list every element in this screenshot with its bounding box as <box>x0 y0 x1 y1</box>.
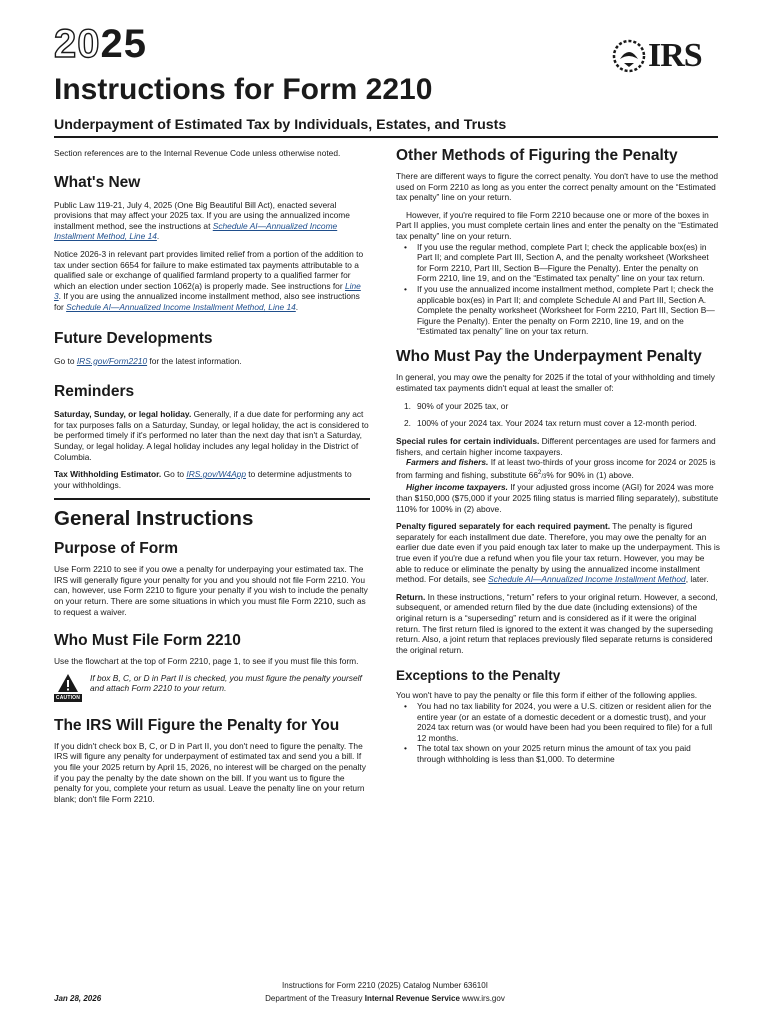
reminder-withholding-pre: Go to <box>161 469 187 480</box>
irs-form2210-link[interactable]: IRS.gov/Form2210 <box>76 355 148 366</box>
catalog-line: Instructions for Form 2210 (2025) Catalog Number 63610I <box>282 981 488 990</box>
irs-figure-heading: The IRS Will Figure the Penalty for You <box>54 716 340 734</box>
other-methods-heading: Other Methods of Figuring the Penalty <box>396 147 678 164</box>
purpose-text: Use Form 2210 to see if you owe a penalty for underpaying your estimated tax. The IRS will generally figure your penalty for you and you should not file Form 2210. You can, however, use Form 2210 to figure your penalty if you wish to include the penalty on your return. There are some situations in which you must file Form 2210, such as to request a waiver. <box>54 564 368 617</box>
schedule-ai-link[interactable]: Schedule AI—Annualized Income Installment Method, Line 14 <box>54 220 338 242</box>
schedule-ai-method-link[interactable]: Schedule AI—Annualized Income Installment Method <box>488 574 686 585</box>
penalty-separately-text: The penalty is figured separately for each installment due date. Therefore, you may owe the penalty for an earlier due date even if you paid enough tax later to make up the underpayment. This is true even if you're due a refund when you file your tax return. However, you may be able to reduce or eliminate the penalty by using the annualized income installment method. For details, see <box>396 521 720 585</box>
exceptions-heading: Exceptions to the Penalty <box>396 668 561 684</box>
special-rules <box>396 436 720 457</box>
w4app-link[interactable]: IRS.gov/W4App <box>186 469 246 480</box>
special-rules-text: Different percentages are used for farmers and fishers, and certain higher income taxpayers. <box>396 436 716 457</box>
farmers-pre: If at least two-thirds of your gross income for 2024 or 2025 is from farming and fishing, substitute 66 <box>396 457 716 480</box>
item-text: 100% of your 2024 tax. Your 2024 tax return must cover a 12-month period. <box>417 417 697 428</box>
whats-new-p2 <box>54 249 370 313</box>
item-number: 1. <box>404 401 411 412</box>
who-file-heading: Who Must File Form 2210 <box>54 632 241 650</box>
whats-new-p2-text: Notice 2026-3 in relevant part provides limited relief from a portion of the addition to tax under section 6654 for failure to make estimated tax payments attributable to a qualified sale or exchange of qualified farmland property to a qualified farmer for which an election under section 1062(a) is properly made. See instructions for <box>54 248 364 291</box>
whats-new-p1-end: . <box>156 231 160 242</box>
farmers-fishers <box>396 457 720 482</box>
website: www.irs.gov <box>459 994 505 1003</box>
whats-new-p2-end: . <box>295 301 299 312</box>
reminder-withholding <box>54 469 370 490</box>
page-title: Instructions for Form 2210 <box>54 73 433 106</box>
schedule-ai-link-2[interactable]: Schedule AI—Annualized Income Installment Method, Line 14 <box>66 301 296 312</box>
list-item: • If you use the regular method, complete Part I; check the applicable box(es) in Part II; and complete Part III, Section A, and the penalty worksheet (Worksheet for Form 2210, Part III, Section B—Figure the Penalty). Enter the penalty on Form 2210, line 19, and on the “Estimated tax penalty” line on your tax return. <box>396 242 720 284</box>
other-methods-list <box>396 242 720 337</box>
who-file-text: Use the flowchart at the top of Form 2210, page 1, to see if you must file this form. <box>54 656 359 667</box>
future-pre: Go to <box>54 355 77 366</box>
penalty-separately-title: Penalty figured separately for each required payment. <box>396 521 611 532</box>
other-methods-p2: However, if you're required to file Form 2210 because one or more of the boxes in Part II applies, you must complete certain lines and enter the penalty on the “Estimated tax penalty” line on your return. <box>396 209 719 241</box>
higher-text: If your adjusted gross income (AGI) for 2024 was more than $150,000 ($75,000 if your 2025 filing status is married filing separately), substitute 110% for 100% in (2) above. <box>396 482 719 514</box>
future-text <box>54 356 370 367</box>
return-definition <box>396 592 720 656</box>
special-rules-title: Special rules for certain individuals. <box>396 436 540 447</box>
irs-logo <box>612 36 702 76</box>
future-post: for the latest information. <box>147 355 242 366</box>
intro-text: Section references are to the Internal Revenue Code unless otherwise noted. <box>54 148 341 158</box>
caution-box <box>54 673 370 702</box>
return-title: Return. <box>396 591 426 602</box>
department-pre: Department of the Treasury <box>265 994 365 1003</box>
penalty-separately <box>396 521 720 585</box>
list-item: • If you use the annualized income installment method, complete Part I; check the applicable box(es) in Part II; and complete Schedule AI and Part III, Section A. Complete the penalty worksheet (Worksheet for Form 2210, Part III, Section B—Figure the Penalty). Enter the penalty on Form 2210, line 19, and on the “Estimated tax penalty” line on your tax return. <box>396 284 720 337</box>
page-subtitle: Underpayment of Estimated Tax by Individuals, Estates, and Trusts <box>54 117 507 133</box>
line3-link[interactable]: Line 3 <box>54 280 361 302</box>
list-item: • The total tax shown on your 2025 return minus the amount of tax you paid through withholding is less than $1,000. To determine <box>396 743 720 764</box>
revision-date: Jan 28, 2026 <box>54 994 102 1003</box>
future-heading: Future Developments <box>54 329 213 347</box>
reminder-withholding-post: to determine adjustments to your withholdings. <box>54 469 352 490</box>
warning-icon <box>57 673 79 693</box>
item-text: 90% of your 2025 tax, or <box>417 401 509 412</box>
higher-income <box>396 482 720 514</box>
who-pay-list <box>396 401 720 428</box>
return-text: In these instructions, “return” refers to your original return. However, a second, subsequent, or amended return filed by the due date (including extensions) of the original return is a “superseding” return and is considered as if it were the original return. The first return filed is ignored to the extent it was changed by the superseding return. Also, a joint return that replaces previously filed separate returns is considered the original return. <box>396 591 718 655</box>
caution-text: If box B, C, or D in Part II is checked, you must figure the penalty yourself and attach Form 2210 to your return. <box>90 672 362 694</box>
farmers-title: Farmers and fishers. <box>406 457 489 468</box>
right-column <box>396 140 720 765</box>
section-rule <box>54 498 370 500</box>
farmers-post: % for 90% in (1) above. <box>546 469 634 480</box>
list-item: • You had no tax liability for 2024, you were a U.S. citizen or resident alien for the entire year (or an estate of a domestic decedent or a domestic trust), and your 2024 tax return was (or would have been had you been required to file) for a full 12 months. <box>396 701 720 743</box>
irs-figure-text: If you didn't check box B, C, or D in Part II, you don't need to figure the penalty. The IRS will figure any penalty for underpayment of estimated tax and send you a bill. If you file your 2025 return by April 15, 2026, no interest will be charged on the penalty if you pay the penalty by the date shown on the bill. If you want us to figure the penalty for you, complete your return as usual. Leave the penalty line on your return blank; don't file Form 2210. <box>54 740 366 804</box>
reminder-holiday <box>54 409 370 462</box>
farmers-sub: /3 <box>541 473 547 480</box>
reminder-holiday-title: Saturday, Sunday, or legal holiday. <box>54 409 192 420</box>
item-number: 2. <box>404 417 411 428</box>
year-outline: 20 <box>54 22 101 66</box>
whats-new-p2-mid: . If you are using the annualized income installment method, also see instructions for <box>54 291 360 312</box>
general-instructions-heading: General Instructions <box>54 507 254 531</box>
farmers-sup: 2 <box>537 470 542 477</box>
whats-new-p1 <box>54 200 370 242</box>
who-pay-intro: In general, you may owe the penalty for 2025 if the total of your withholding and timely estimated tax payments didn't equal at least the smaller of: <box>396 371 715 393</box>
department-line <box>0 993 770 1005</box>
caution-label: CAUTION <box>55 694 81 701</box>
whats-new-heading: What's New <box>54 173 141 191</box>
exceptions-list <box>396 701 720 765</box>
penalty-separately-end: , later. <box>685 574 709 585</box>
purpose-heading: Purpose of Form <box>54 540 179 558</box>
tax-year <box>54 22 147 66</box>
reminder-holiday-text: Generally, if a due date for performing any act for tax purposes falls on a Saturday, Sunday, or legal holiday, the act is considered to be performed timely if it's performed no later than the next day that isn't a Saturday, Sunday, or legal holiday. A legal holiday includes any legal holiday in the District of Columbia. <box>54 409 369 462</box>
higher-title: Higher income taxpayers. <box>406 482 508 493</box>
eagle-icon <box>612 39 646 73</box>
reminder-withholding-title: Tax Withholding Estimator. <box>54 469 162 480</box>
whats-new-p1-text: Public Law 119-21, July 4, 2025 (One Big Beautiful Bill Act), enacted several provisions that may affect your 2025 tax. If you are using the annualized income installment method, see the instructions at <box>54 199 350 231</box>
caution-icon <box>54 673 82 702</box>
who-pay-heading: Who Must Pay the Underpayment Penalty <box>396 347 702 365</box>
reminders-heading: Reminders <box>54 383 135 401</box>
exceptions-intro: You won't have to pay the penalty or file this form if either of the following applies. <box>396 690 698 701</box>
irs-name: Internal Revenue Service <box>364 994 460 1003</box>
irs-wordmark: IRS <box>648 37 702 74</box>
list-item <box>396 401 720 412</box>
year-solid: 25 <box>100 22 147 66</box>
list-item <box>396 418 720 429</box>
left-column <box>54 140 370 804</box>
other-methods-p1: There are different ways to figure the correct penalty. You don't have to use the method used on Form 2210 as long as you enter the correct penalty amount on the “Estimated tax penalty” line on your return. <box>396 171 719 203</box>
header-rule <box>54 136 718 138</box>
